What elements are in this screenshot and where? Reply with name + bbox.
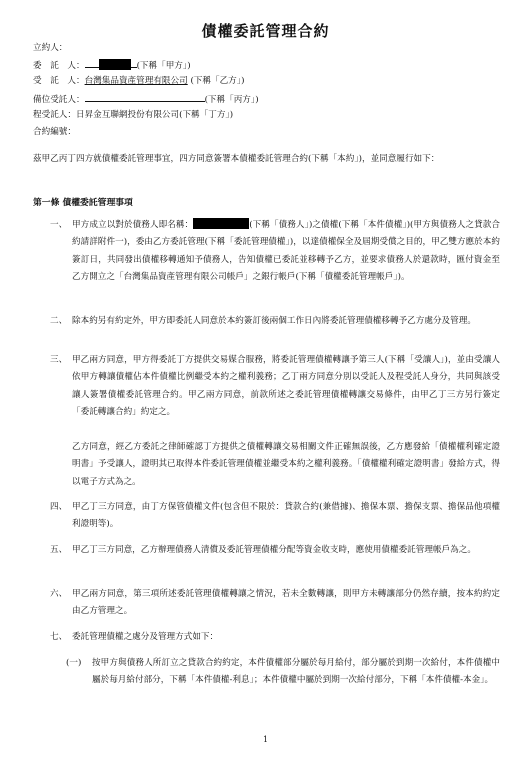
debt-agent-suffix: (下稱「丙方」) xyxy=(204,95,259,105)
clause-text: 按甲方與債務人所訂立之貸款合約約定，本件債權部分屬於每月給付，部分屬於到期一次給付，本件債權中屬於每月給付部分，下稱「本件債權-利息」；本件債權中屬於到期一次給付部分，下稱「本件債權-本金」。 xyxy=(92,658,500,686)
clause-3 xyxy=(50,352,500,440)
debt-agent-label: 備位受託人： xyxy=(33,95,85,105)
platform-line: 程受託人：日昇金互聯網投份有限公司(下稱「丁方」) xyxy=(33,110,234,120)
clause-6 xyxy=(50,586,500,622)
debt-agent-line xyxy=(33,92,259,106)
agent-line xyxy=(33,75,244,87)
clause-number: (一) xyxy=(66,658,82,668)
clause-text: 甲方成立以對於債務人即名稱： (下稱「債務人」)之債權(下稱「本件債權」)(甲方與債務人之貸款合約請詳附件一)，委由乙方委託管理(下稱「委託管理債權」)，以達債權保全及屆期受償之目的，甲乙雙方應於本約簽訂日，共同發出債權移轉通知予債務人，告知債權已委託並移轉予乙方，並要求債務人於還款時，匯付資金至乙方開立之「台灣集品資產管理有限公司帳戶」之銀行帳戶(下稱「債權委託管理帳戶」)。 xyxy=(72,220,500,282)
clause-4 xyxy=(50,499,500,535)
clause-number: 七、 xyxy=(50,632,68,642)
section-1-heading: 第一條 債權委託管理事項 xyxy=(33,198,133,208)
clause-number: 六、 xyxy=(50,589,68,599)
principal-label: 委 託 人： xyxy=(33,61,85,71)
contract-number-label: 合約編號： xyxy=(33,127,76,137)
principal-blank xyxy=(85,58,99,68)
clause-number: 四、 xyxy=(50,502,68,512)
clause-number: 一、 xyxy=(50,220,68,230)
debt-agent-blank xyxy=(85,92,205,102)
clause-3-continued xyxy=(50,439,500,491)
agent-suffix: (下稱「乙方」) xyxy=(190,76,245,86)
clause-text: 甲乙兩方同意，甲方得委託丁方提供交易媒合服務，將委託管理債權轉讓予第三人(下稱「受讓人」)，並由受讓人依甲方轉讓債權佔本件債權比例繼受本約之權利義務；乙丁兩方同意分別以受託人及程受託人身分，共同與該受讓人簽署債權委託管理合約。甲乙兩方同意，前款所述之委託管理債權轉讓交易條件，由甲乙丁三方另行簽定「委託轉讓合約」約定之。 xyxy=(72,355,500,417)
clause-number: 二、 xyxy=(50,316,68,326)
clause-text: 甲乙兩方同意，第三項所述委託管理債權轉讓之情況，若未全數轉讓，則甲方未轉讓部分仍然存續，按本約約定由乙方管理之。 xyxy=(72,589,500,617)
clause-number: 三、 xyxy=(50,355,68,365)
clause-text: 甲乙丁三方同意，由丁方保管債權文件(包含但不限於：貸款合約(兼借據)、擔保本票、擔保支票、擔保品他項權利證明等)。 xyxy=(72,502,500,530)
principal-redaction xyxy=(99,59,131,70)
agent-name: 台灣集品資產管理有限公司 xyxy=(84,76,188,86)
parties-label: 立約人： xyxy=(33,43,68,53)
clause-text: 甲乙丁三方同意，乙方辦理債務人清償及委託管理債權分配等資金收支時，應使用債權委託管理帳戶為之。 xyxy=(72,545,476,555)
clause-text: 委託管理債權之處分及管理方式如下： xyxy=(72,632,219,642)
debtor-redaction xyxy=(193,218,249,229)
principal-line xyxy=(33,58,191,72)
clause-text: 乙方同意，經乙方委託之律師確認丁方提供之債權轉讓交易相關文件正確無誤後，乙方應發給「債權權利確定證明書」予受讓人，證明其已取得本件委託管理債權並繼受本約之權利義務。「債權權利確定證明書」發給方式，得以電子方式為之。 xyxy=(72,442,500,487)
clause-2 xyxy=(50,313,500,349)
clause-5 xyxy=(50,542,500,578)
agent-label: 受 託 人： xyxy=(33,76,85,86)
page-number: 1 xyxy=(262,735,269,744)
clause-7-1 xyxy=(66,655,500,707)
clause-text: 除本約另有約定外，甲方即委託人同意於本約簽訂後兩個工作日內將委託管理債權移轉予乙方處分及管理。 xyxy=(72,316,476,326)
principal-suffix: (下稱「甲方」) xyxy=(136,61,191,71)
clause-7 xyxy=(50,629,500,647)
intro-paragraph: 茲甲乙丙丁四方就債權委託管理事宜，四方同意簽署本債權委託管理合約(下稱「本約」)，並同意履行如下： xyxy=(33,154,440,164)
document-title: 債權委託管理合約 xyxy=(201,22,330,40)
clause-1 xyxy=(50,217,500,305)
clause-number: 五、 xyxy=(50,545,68,555)
